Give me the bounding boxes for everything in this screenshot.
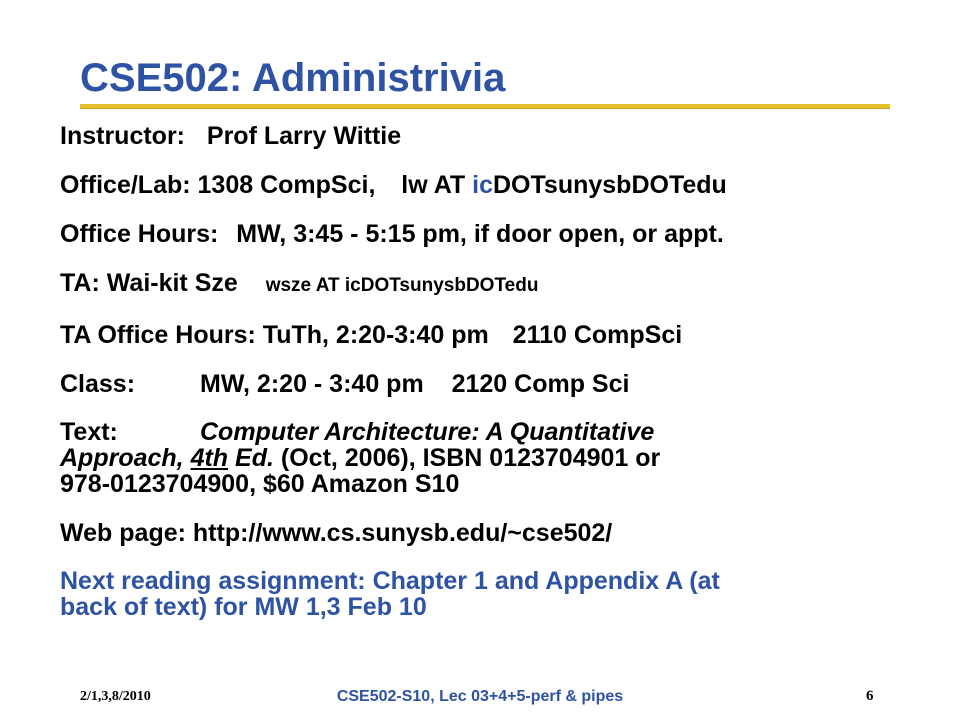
office-hours-label: Office Hours: [60,220,219,248]
ta-office-hours-value: TuTh, 2:20-3:40 pm [262,321,489,349]
class-label: Class: [60,370,136,398]
instructor-line [60,122,940,150]
ta-email: wsze AT icDOTsunysbDOTedu [265,275,539,296]
footer-date: 2/1,3,8/2010 [80,689,151,704]
class-room: 2120 Comp Sci [451,370,630,398]
reading-assignment-line1: Next reading assignment: Chapter 1 and Appendix A (at [60,567,720,595]
ta-office-hours-label: TA Office Hours: [60,321,256,349]
title-underline [80,104,890,109]
web-page-line [60,519,940,547]
office-lab-line [60,171,940,199]
textbook-title-part1: Computer Architecture: A Quantitative [200,418,655,446]
instructor-email-domain-start: ic [472,171,493,199]
textbook-edition-number: 4th [190,444,229,472]
reading-assignment-line2: back of text) for MW 1,3 Feb 10 [60,593,427,621]
textbook-title-part2: Approach, [60,444,184,472]
ta-line [60,269,940,300]
textbook-edition-suffix: Ed. [235,444,274,472]
slide-title: CSE502: Administrivia [80,56,506,100]
office-hours-value: MW, 3:45 - 5:15 pm, if door open, or appt. [236,220,724,248]
web-page-label: Web page: [60,519,186,547]
ta-label: TA: Wai-kit Sze [60,269,238,297]
instructor-email-user: lw AT [401,171,466,199]
office-hours-line [60,220,940,248]
instructor-label: Instructor: [60,122,185,150]
ta-office-hours-line [60,321,940,349]
instructor-name: Prof Larry Wittie [206,122,402,150]
textbook-paragraph [60,419,940,497]
class-time: MW, 2:20 - 3:40 pm [200,370,424,398]
textbook-details-line2: 978-0123704900, $60 Amazon S10 [60,470,460,498]
reading-assignment [60,568,940,620]
textbook-details-line1: (Oct, 2006), ISBN 0123704901 or [280,444,661,472]
web-page-url: http://www.cs.sunysb.edu/~cse502/ [192,519,613,547]
office-lab-room: 1308 CompSci, [197,171,376,199]
ta-office-room: 2110 CompSci [512,321,683,349]
footer-page-number: 6 [866,688,874,704]
footer-course: CSE502-S10, Lec 03+4+5-perf & pipes [336,688,624,705]
class-line [60,370,940,398]
textbook-label: Text: [60,418,118,446]
instructor-email-domain-rest: DOTsunysbDOTedu [493,171,727,199]
slide-body [60,122,940,620]
office-lab-label: Office/Lab: [60,171,191,199]
